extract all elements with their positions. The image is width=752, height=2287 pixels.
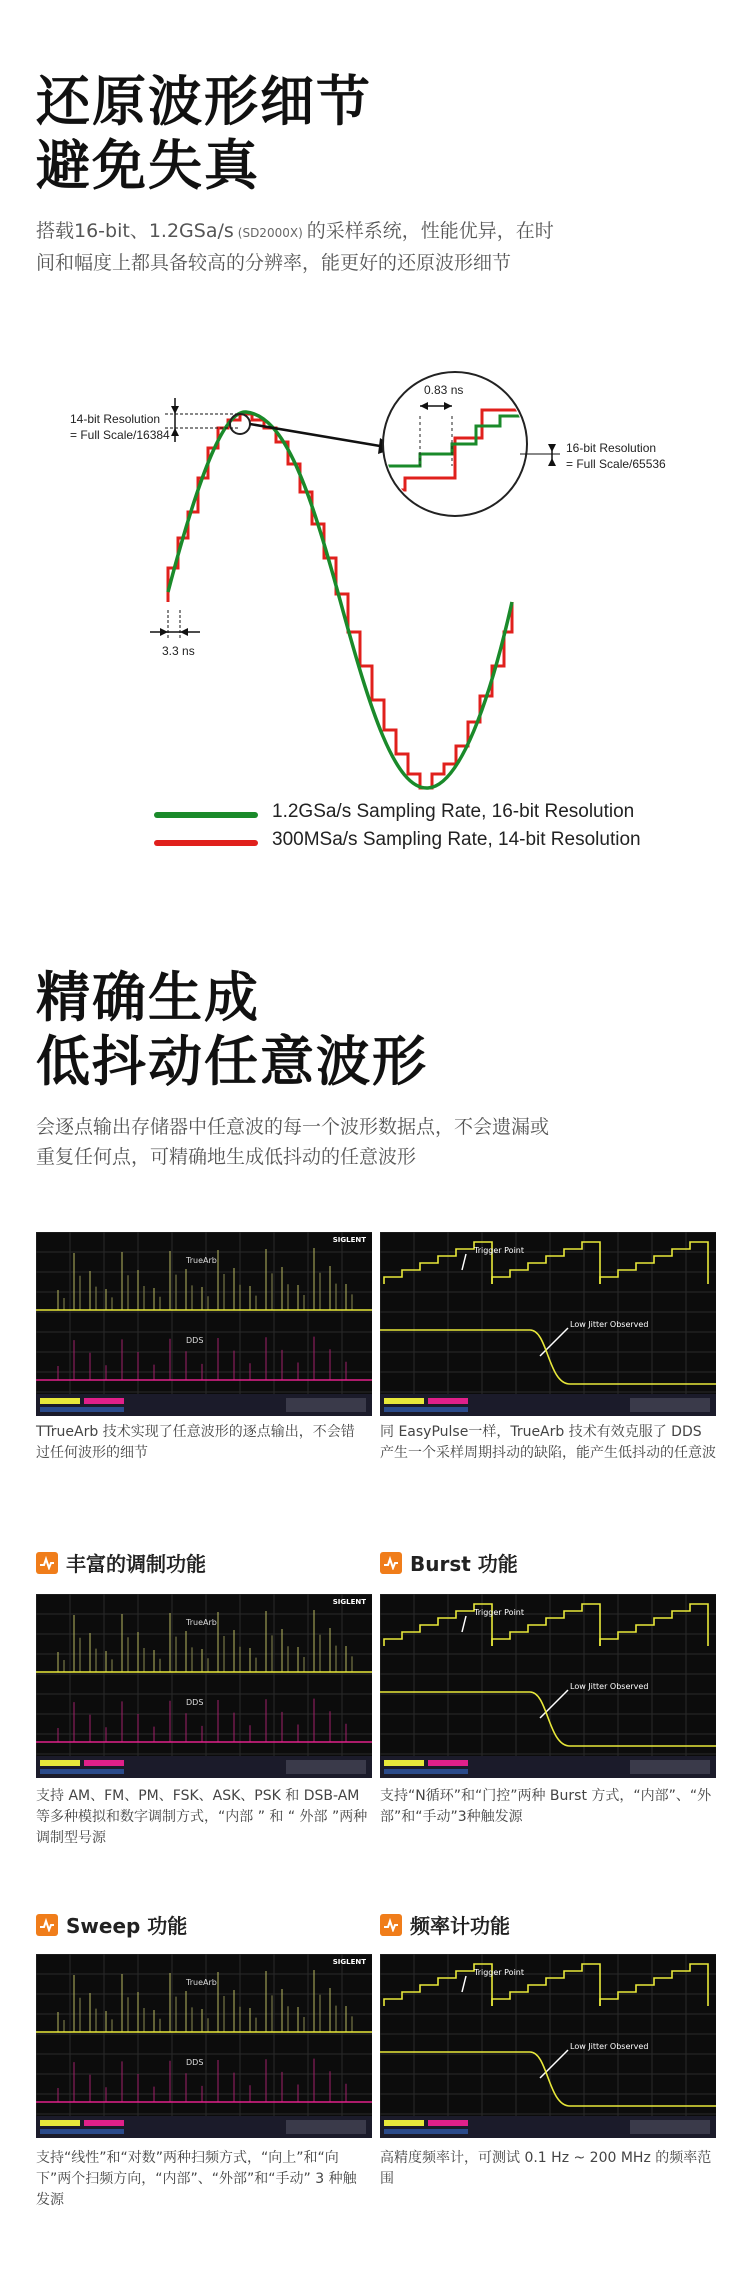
- section2-title-line2: 低抖动任意波形: [36, 1030, 428, 1093]
- section1-description: [36, 216, 726, 278]
- desc-line1-tail: 的采样系统，性能优异，在时: [306, 220, 554, 242]
- brand-logo: SIGLENT: [332, 1598, 366, 1606]
- sampling-diagram: [0, 370, 752, 890]
- res16-line1: 16-bit Resolution: [566, 441, 657, 455]
- legend-green-swatch: [154, 812, 258, 818]
- section2-description: [36, 1112, 726, 1172]
- scope-burst: [380, 1594, 716, 1778]
- feature-modulation-title: [36, 1548, 206, 1577]
- section2-title-line1: 精确生成: [36, 966, 260, 1029]
- waveform-icon: [36, 1914, 58, 1936]
- legend-red-swatch: [154, 840, 258, 846]
- feature-counter-label: 频率计功能: [410, 1914, 510, 1938]
- scope-b-svg: [380, 1594, 716, 1778]
- dds-label: DDS: [186, 2058, 204, 2067]
- scope-truearb-dds-1: [36, 1232, 372, 1416]
- scope-modulation: [36, 1594, 372, 1778]
- jitter-label: Low Jitter Observed: [570, 1320, 649, 1329]
- section1-title-line2: 避免失真: [36, 134, 260, 197]
- feature-modulation-label: 丰富的调制功能: [66, 1552, 206, 1576]
- feature-sweep-label: Sweep 功能: [66, 1914, 188, 1938]
- jitter-label: Low Jitter Observed: [570, 2042, 649, 2051]
- t-step-label: 3.3 ns: [162, 644, 195, 658]
- waveform-icon: [36, 1552, 58, 1574]
- s2-desc-line2: 重复任何点，可精确地生成低抖动的任意波形: [36, 1146, 417, 1168]
- truearb-label: TrueArb: [186, 1618, 217, 1627]
- caption-truearb: TTrueArb 技术实现了任意波形的逐点输出，不会错过任何波形的细节: [36, 1424, 355, 1461]
- scope-b-svg: [380, 1954, 716, 2138]
- dds-label: DDS: [186, 1698, 204, 1707]
- desc-line1: 搭载16-bit、1.2GSa/s: [36, 220, 234, 242]
- feature-burst-label: Burst 功能: [410, 1552, 518, 1576]
- scope-sweep: [36, 1954, 372, 2138]
- s2-desc-line1: 会逐点输出存储器中任意波的每一个波形数据点，不会遗漏或: [36, 1116, 550, 1138]
- legend-red-label: 300MSa/s Sampling Rate, 14-bit Resolution: [272, 829, 641, 850]
- brand-logo: SIGLENT: [332, 1236, 366, 1244]
- trigger-point-label: Trigger Point: [474, 1246, 524, 1255]
- feature-sweep-title: [36, 1910, 187, 1939]
- trigger-point-label: Trigger Point: [474, 1968, 524, 1977]
- desc-line2: 间和幅度上都具备较高的分辨率，能更好的还原波形细节: [36, 252, 512, 274]
- section1-title-line1: 还原波形细节: [36, 70, 372, 133]
- desc-model: (SD2000X): [237, 226, 303, 240]
- caption-modulation: 支持 AM、FM、PM、FSK、ASK、PSK 和 DSB-AM 等多种模拟和数字调制方式，“内部 ” 和 “ 外部 ”两种调制型号源: [36, 1788, 368, 1846]
- scope-trigger-1: [380, 1232, 716, 1416]
- res16-label: [566, 440, 666, 472]
- res14-line2: = Full Scale/16384: [70, 428, 170, 442]
- scope-counter: [380, 1954, 716, 2138]
- truearb-label: TrueArb: [186, 1978, 217, 1987]
- caption-low-jitter: 同 EasyPulse一样，TrueArb 技术有效克服了 DDS 产生一个采样周期抖动的缺陷，能产生低抖动的任意波: [380, 1424, 716, 1461]
- caption-counter: 高精度频率计，可测试 0.1 Hz ~ 200 MHz 的频率范围: [380, 2150, 712, 2187]
- trigger-point-label: Trigger Point: [474, 1608, 524, 1617]
- caption-sweep: 支持“线性”和“对数”两种扫频方式，“向上”和“向下”两个扫频方向，“内部”、“外部”和“手动” 3 种触发源: [36, 2150, 357, 2208]
- t-zoom-label: 0.83 ns: [424, 383, 464, 397]
- scope-b-svg: [380, 1232, 716, 1416]
- legend-green-label: 1.2GSa/s Sampling Rate, 16-bit Resolution: [272, 801, 635, 822]
- res14-line1: 14-bit Resolution: [70, 412, 161, 426]
- truearb-label: TrueArb: [186, 1256, 217, 1265]
- dds-label: DDS: [186, 1336, 204, 1345]
- res14-label: [70, 411, 170, 443]
- caption-burst: 支持“N循环”和“门控”两种 Burst 方式，“内部”、“外部”和“手动”3种触发源: [380, 1788, 712, 1825]
- waveform-icon: [380, 1552, 402, 1574]
- feature-counter-title: [380, 1910, 510, 1939]
- brand-logo: SIGLENT: [332, 1958, 366, 1966]
- feature-burst-title: [380, 1548, 518, 1577]
- jitter-label: Low Jitter Observed: [570, 1682, 649, 1691]
- waveform-icon: [380, 1914, 402, 1936]
- res16-line2: = Full Scale/65536: [566, 457, 666, 471]
